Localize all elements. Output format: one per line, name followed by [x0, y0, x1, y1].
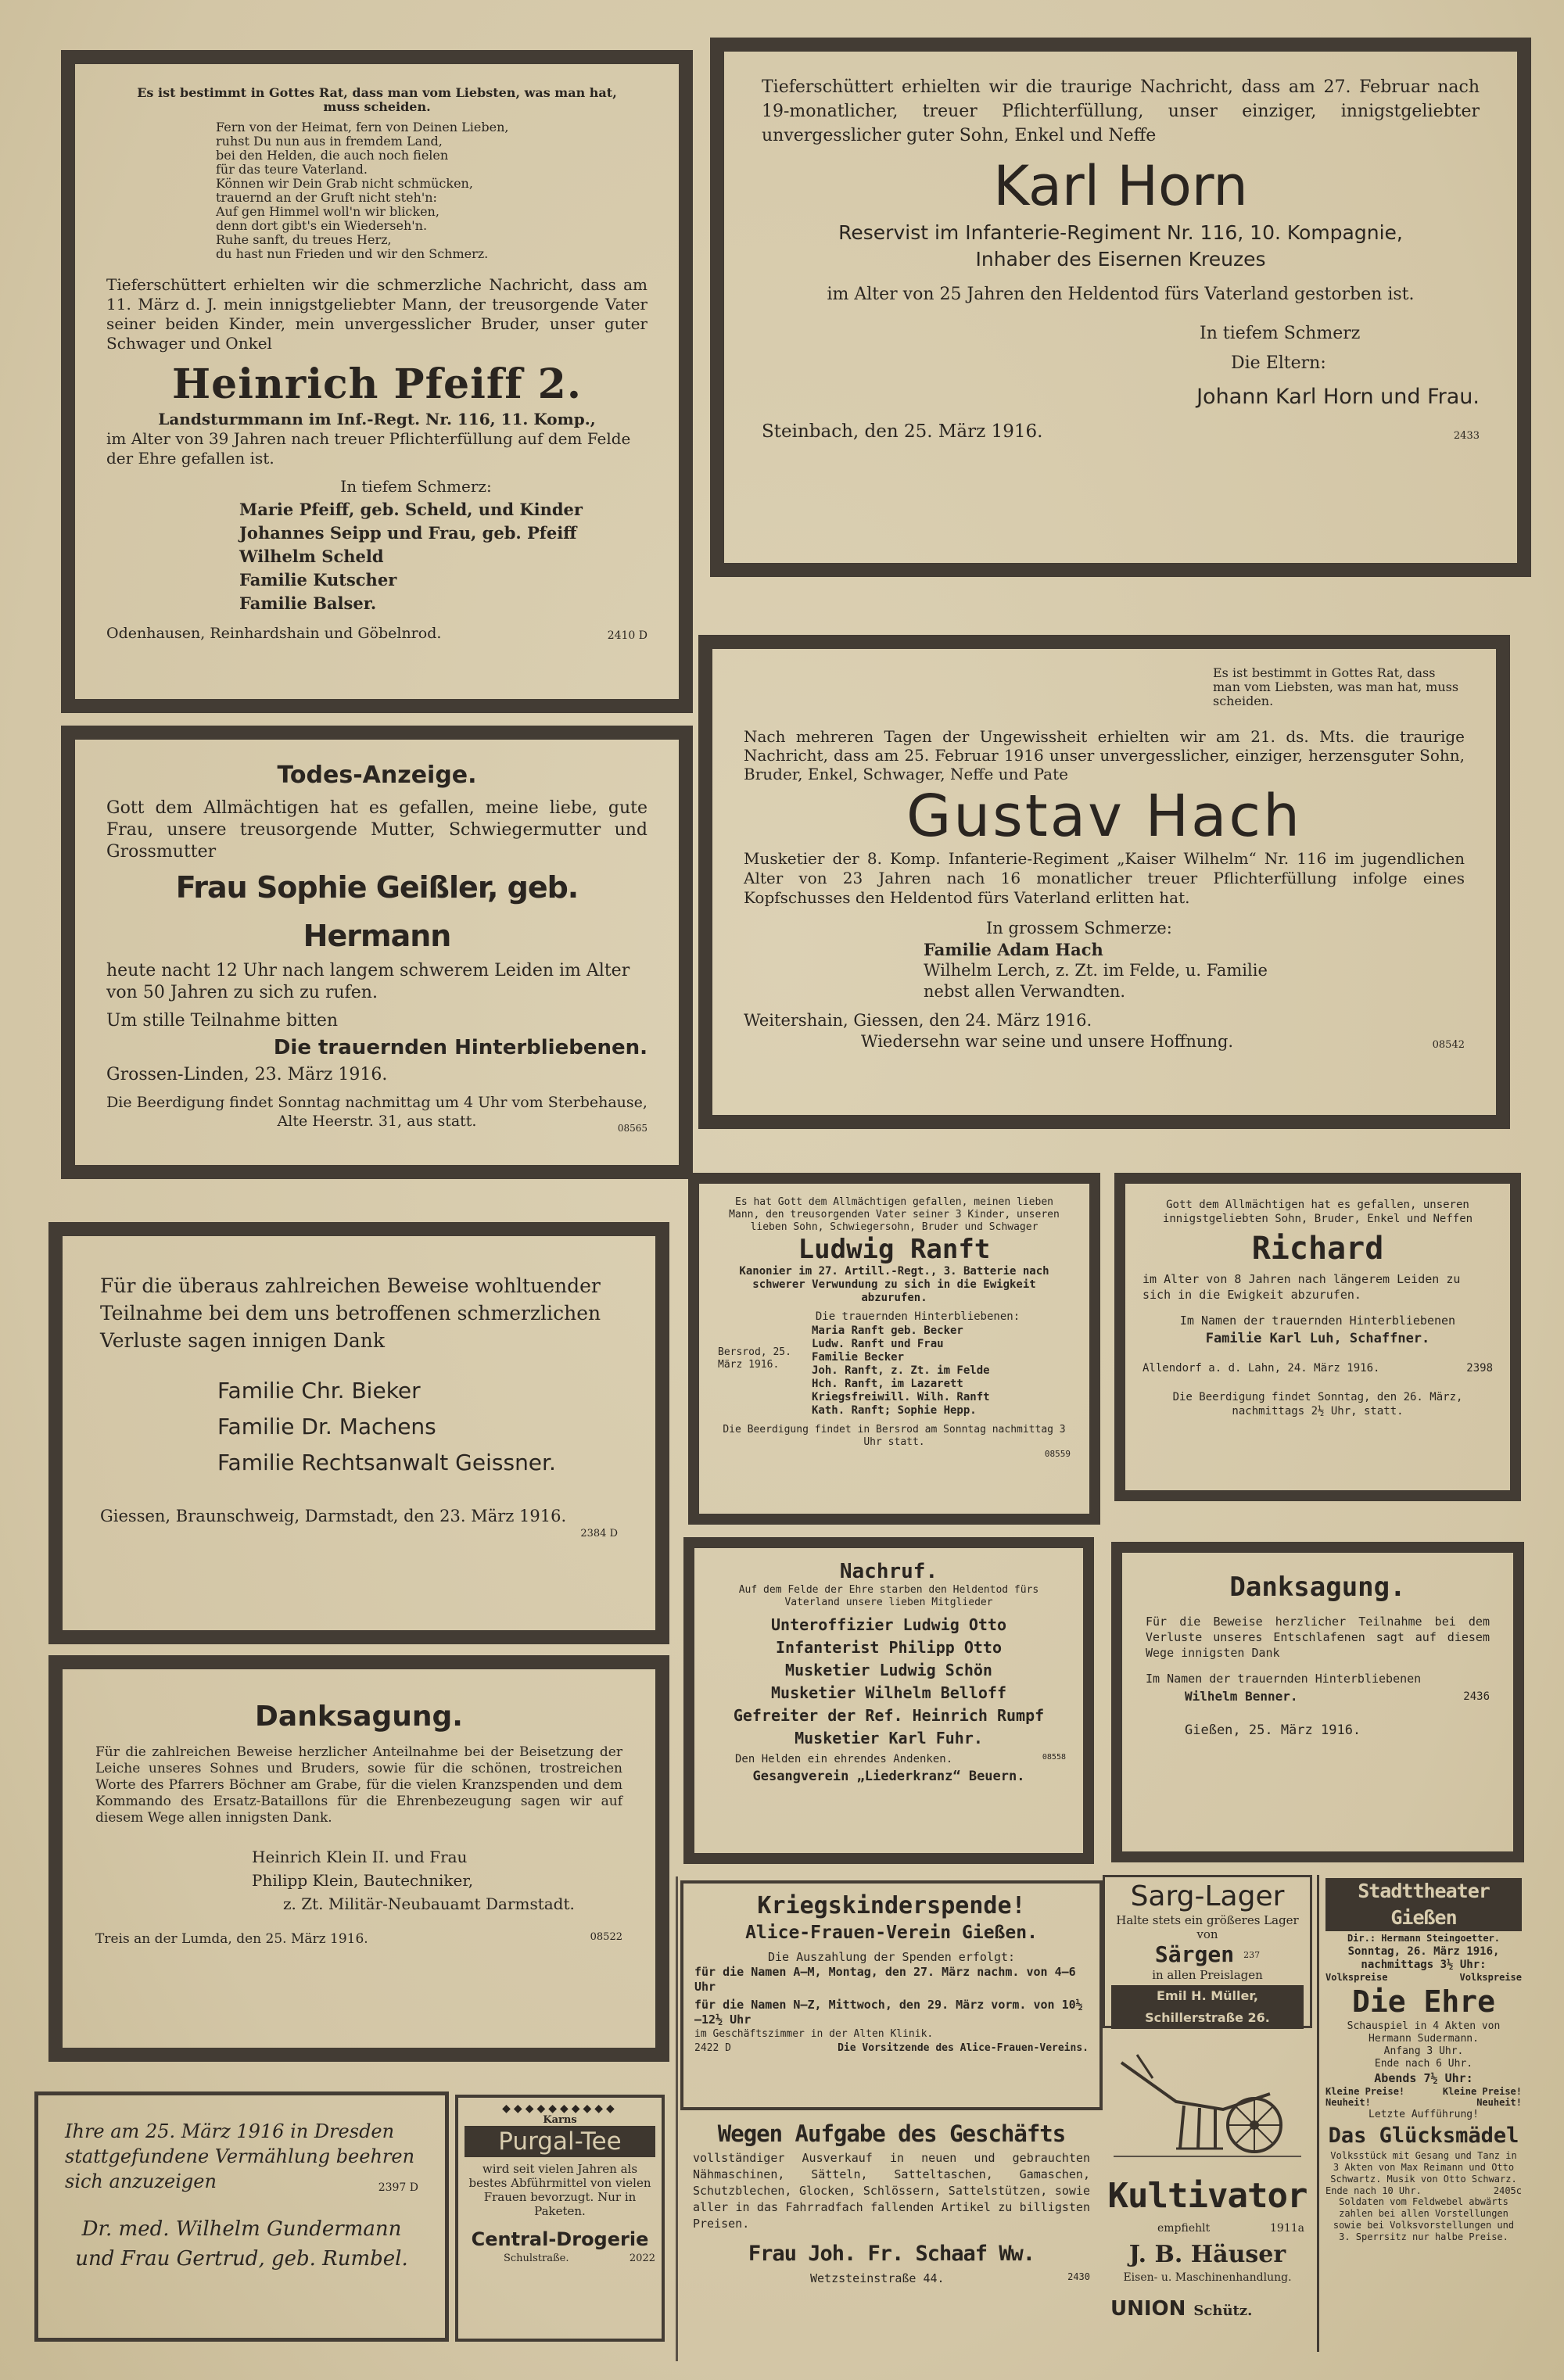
club-name: Gesangverein „Liederkranz“ Beuern.: [752, 1769, 1025, 1784]
grief-label: In tiefem Schmerz: [1200, 324, 1361, 343]
ad-code: 2398: [1466, 1362, 1493, 1375]
title: Sarg-Lager: [1130, 1880, 1285, 1912]
closing-line: Wiedersehn war seine und unsere Hoffnung.: [861, 1032, 1234, 1051]
couple-names: Dr. med. Wilhelm Gundermann: [81, 2217, 402, 2241]
ad-code: 237: [1243, 1949, 1261, 1960]
title: Todes-Anzeige.: [277, 762, 477, 789]
price-label: Kleine Preise!: [1325, 2086, 1405, 2097]
funeral-info: Die Beerdigung findet in Bersrod am Sonntag nachmittag 3 Uhr statt.: [723, 1424, 1066, 1448]
thanks-bieker-machens-geissner: [48, 1222, 669, 1644]
rank: Reservist im Infanterie-Regiment Nr. 116, 10. Kompagnie,: [838, 221, 1403, 244]
grief-label: Im Namen der trauernden Hinterbliebenen: [1179, 1314, 1456, 1328]
coffin-store-ad: [1103, 1875, 1312, 2028]
cultivator-ad: [1103, 2031, 1312, 2349]
street: Wetzsteinstraße 44.: [810, 2271, 945, 2285]
ad-code: 08565: [617, 1123, 647, 1134]
obituary-ludwig-ranft: [688, 1173, 1100, 1525]
names-list: Heinrich Klein II. und Frau Philipp Klein, Bautechniker, z. Zt. Militär-Neubauamt Darmstadt.: [252, 1848, 575, 1913]
purgal-tea-ad: [455, 2095, 665, 2342]
ad-code: 2397 D: [378, 2181, 418, 2194]
thanks-text: Für die überaus zahlreichen Beweise wohltuender Teilnahme bei dem uns betroffenen schmerzlichen Verluste sagen innigen Dank: [100, 1274, 601, 1352]
announce-line: Ihre am 25. März 1916 in Dresden: [65, 2120, 395, 2142]
ad-code: 2430: [1067, 2271, 1090, 2282]
firm-desc: Eisen- u. Maschinenhandlung.: [1123, 2271, 1292, 2284]
schedule-n-z: für die Namen N—Z, Mittwoch, den 29. März vorm. von 10½—12½ Uhr: [694, 1998, 1083, 2027]
play-title: Die Ehre: [1351, 1984, 1496, 2019]
ad-code: 2022: [629, 2253, 655, 2264]
death-text: Musketier der 8. Komp. Infanterie-Regiment „Kaiser Wilhelm“ Nr. 116 im jugendlichen Alter von 23 Jahren nach 16 monatlicher treuer Pflichterfüllung infolge eines Kopfschusses den Heldentod fürs Vaterland erlitten hat.: [744, 849, 1465, 907]
play2-title: Das Glücksmädel: [1328, 2124, 1519, 2148]
death-text: im Alter von 39 Jahren nach treuer Pflichterfüllung auf dem Felde der Ehre gefallen ist.: [106, 429, 631, 468]
play2-desc: Volksstück mit Gesang und Tanz in 3 Akten von Max Reimann und Otto Schwartz. Musik von Otto Schwarz.: [1330, 2150, 1517, 2185]
director: Dir.: Hermann Steingoetter.: [1347, 1933, 1501, 1944]
intro-text: Es hat Gott dem Allmächtigen gefallen, meinen lieben Mann, den treusorgenden Vater seiner 3 Kinder, unseren lieben Sohn, Schwiegersohn, Bruder und Schwager: [729, 1196, 1060, 1233]
last-show: Letzte Aufführung!: [1368, 2109, 1479, 2120]
title: Kriegskinderspende!: [757, 1892, 1026, 1919]
motto: Es ist bestimmt in Gottes Rat, dass man vom Liebsten, was man hat, muss scheiden.: [137, 85, 617, 114]
brand2: Schütz.: [1193, 2303, 1253, 2319]
ad-code: 2433: [1453, 430, 1480, 442]
place: Giessen, Braunschweig, Darmstadt, den 23. März 1916.: [100, 1507, 567, 1525]
recommend: empfiehlt: [1157, 2222, 1211, 2235]
deceased-name: Ludwig Ranft: [798, 1234, 991, 1265]
couple-names: und Frau Gertrud, geb. Rumbel.: [75, 2247, 408, 2271]
intro-text: Auf dem Felde der Ehre starben den Heldentod fürs Vaterland unsere lieben Mitglieder: [738, 1584, 1039, 1608]
column-rule: [676, 1876, 678, 2361]
place: Steinbach, den 25. März 1916.: [762, 421, 1043, 442]
firm: J. B. Häuser: [1128, 2241, 1286, 2268]
cultivator-illustration: [1106, 2031, 1309, 2172]
end-time: Ende nach 6 Uhr.: [1374, 2058, 1473, 2070]
war-children-donation-notice: [680, 1880, 1103, 2110]
ad-code: 2436: [1463, 1690, 1490, 1703]
ad-code: 2384 D: [580, 1528, 618, 1539]
parents-names: Johann Karl Horn und Frau.: [1196, 385, 1480, 409]
thanks-klein: [48, 1655, 669, 2062]
place: Allendorf a. d. Lahn, 24. März 1916.: [1143, 1362, 1380, 1375]
announce-line: stattgefundene Vermählung beehren: [65, 2145, 415, 2167]
brand: Purgal-Tee: [465, 2126, 655, 2157]
soldier-note: Soldaten vom Feldwebel abwärts zahlen bei allen Vorstellungen sowie bei Volksvorstellungen und 3. Sperrsitz nur halbe Preise.: [1333, 2196, 1515, 2242]
place: Odenhausen, Reinhardshain und Göbelnrod.: [106, 625, 442, 642]
company: Emil H. Müller, Schillerstraße 26.: [1111, 1985, 1304, 2029]
obituary-sophie-geissler: [61, 726, 693, 1179]
title: Danksagung.: [255, 1701, 463, 1733]
deceased-name: Karl Horn: [993, 154, 1248, 218]
price-range: in allen Preislagen: [1152, 1968, 1263, 1982]
grief-label: Im Namen der trauernden Hinterbliebenen: [1146, 1672, 1422, 1686]
city-theatre-ad: [1317, 1875, 1528, 2352]
shop: Central-Drogerie: [471, 2228, 649, 2250]
intro-text: Nach mehreren Tagen der Ungewissheit erhielten wir am 21. ds. Mts. die traurige Nachricht, dass am 25. Februar 1916 unser unvergesslicher, einziger, herzensguter Sohn, Bruder, Enkel, Schwager, Neffe und Pate: [744, 727, 1465, 783]
ad-code: 2405c: [1493, 2185, 1522, 2196]
brand-top: Karns: [543, 2114, 577, 2126]
grief-label: In grossem Schmerze:: [986, 919, 1172, 937]
play-desc: Schauspiel in 4 Akten von Hermann Sudermann.: [1347, 2020, 1501, 2045]
mourners-list: Familie Adam Hach Wilhelm Lerch, z. Zt. im Felde, u. Familie nebst allen Verwandten.: [924, 940, 1268, 1001]
ad-code: 1911a: [1270, 2222, 1304, 2235]
product-text: wird seit vielen Jahren als bestes Abführmittel von vielen Frauen bevorzugt. Nur in Paketen.: [468, 2162, 651, 2218]
stock-text: Halte stets ein größeres Lager von: [1116, 1913, 1299, 1941]
schedule-a-m: für die Namen A—M, Montag, den 27. März nachm. von 4—6 Uhr: [694, 1965, 1076, 1994]
obituary-karl-horn: [710, 38, 1531, 577]
closing-sale-ad: [680, 2113, 1103, 2347]
ad-code: 08559: [1044, 1449, 1071, 1459]
ornament-border: ◆◆◆◆◆◆◆◆◆◆: [502, 2102, 618, 2115]
rank: Landsturmmann im Inf.-Regt. Nr. 116, 11. Komp.,: [158, 410, 596, 428]
obituary-gustav-hach: [698, 635, 1510, 1129]
price-label: Volkspreise: [1325, 1972, 1388, 1983]
place: Bersrod, 25. März 1916.: [718, 1346, 791, 1371]
memorial-liederkranz: [683, 1537, 1094, 1864]
firm: Frau Joh. Fr. Schaaf Ww.: [748, 2242, 1035, 2266]
ad-code: 08558: [1042, 1753, 1066, 1762]
sale-text: vollständiger Ausverkauf in neuen und gebrauchten Nähmaschinen, Sätteln, Satteltaschen, Gamaschen, Schutzblechen, Glocken, Schlössern, Sattelstützen, sowie aller in das Fahrradfach fallenden Artikel zu billigsten Preisen.: [693, 2151, 1090, 2231]
ad-code: 08522: [590, 1931, 622, 1943]
street: Schulstraße.: [504, 2253, 569, 2264]
deceased-name: Frau Sophie Geißler, geb. Hermann: [175, 870, 579, 953]
price-label: Volkspreise: [1459, 1972, 1522, 1983]
end-time: Ende nach 10 Uhr.: [1325, 2185, 1422, 2196]
death-text: Kanonier im 27. Artill.-Regt., 3. Batterie nach schwerer Verwundung zu sich in die Ewigkeit abzurufen.: [739, 1265, 1049, 1304]
novelty-label: Neuheit!: [1325, 2097, 1371, 2108]
intro-text: Tieferschüttert erhielten wir die schmerzliche Nachricht, dass am 11. März d. J. mein innigstgeliebter Mann, der treusorgende Vater seiner beiden Kinder, mein unvergesslicher Bruder, unser guter Schwager und Onkel: [106, 275, 647, 353]
name: Wilhelm Benner.: [1185, 1689, 1298, 1704]
wedding-announcement: [34, 2091, 449, 2342]
start-time: Anfang 3 Uhr.: [1383, 2045, 1464, 2057]
poem: Fern von der Heimat, fern von Deinen Lieben, ruhst Du nun aus in fremdem Land, bei den Helden, die auch noch fielen für das teure Vaterland. Können wir Dein Grab nicht schmücken, trauernd an der Gruft nicht steh'n: Auf gen Himmel woll'n wir blicken, denn dort gibt's ein Wiederseh'n. Ruhe sanft, du treues Herz, du hast nun Frieden und wir den Schmerz.: [216, 120, 509, 261]
intro-text: Gott dem Allmächtigen hat es gefallen, unseren innigstgeliebten Sohn, Bruder, Enkel und Neffen: [1162, 1199, 1473, 1225]
location: im Geschäftszimmer in der Alten Klinik.: [694, 2028, 934, 2040]
funeral-info: Die Beerdigung findet Sonntag nachmittag um 4 Uhr vom Sterbehause, Alte Heerstr. 31, aus statt.: [106, 1094, 647, 1130]
place: Weitershain, Giessen, den 24. März 1916.: [744, 1011, 1092, 1030]
coffins: Särgen: [1154, 1941, 1235, 1967]
fallen-members: Unteroffizier Ludwig Otto Infanterist Philipp Otto Musketier Ludwig Schön Musketier Wilhelm Belloff Gefreiter der Ref. Heinrich Rumpf Musketier Karl Fuhr.: [733, 1615, 1045, 1747]
evening-time: Abends 7½ Uhr:: [1374, 2071, 1473, 2085]
thanks-wilhelm-benner: [1111, 1542, 1524, 1862]
grief-label: In tiefem Schmerz:: [340, 477, 492, 496]
place: Treis an der Lumda, den 25. März 1916.: [95, 1931, 368, 1947]
brand: UNION: [1110, 2297, 1186, 2321]
date: Sonntag, 26. März 1916, nachmittags 3½ Uhr:: [1347, 1945, 1500, 1971]
mourner: Familie Karl Luh, Schaffner.: [1205, 1331, 1430, 1346]
parents-label: Die Eltern:: [1231, 353, 1326, 373]
death-text: im Alter von 8 Jahren nach längerem Leiden zu sich in die Ewigkeit abzurufen.: [1143, 1272, 1461, 1302]
deceased-name: Heinrich Pfeiff 2.: [172, 360, 582, 408]
funeral-info: Die Beerdigung findet Sonntag, den 26. März, nachmittags 2½ Uhr, statt.: [1172, 1391, 1463, 1418]
title: Stadttheater Gießen: [1325, 1878, 1522, 1931]
organization: Alice-Frauen-Verein Gießen.: [745, 1923, 1038, 1943]
mourners-list: Maria Ranft geb. Becker Ludw. Ranft und Frau Familie Becker Joh. Ranft, z. Zt. im Felde Hch. Ranft, im Lazarett Kriegsfreiwill. Wilh. Ranft Kath. Ranft; Sophie Hepp.: [812, 1324, 990, 1417]
families-list: Familie Chr. Bieker Familie Dr. Machens Familie Rechtsanwalt Geissner.: [217, 1378, 556, 1475]
intro-text: Die Auszahlung der Spenden erfolgt:: [767, 1950, 1016, 1964]
death-text: heute nacht 12 Uhr nach langem schwerem Leiden im Alter von 50 Jahren zu sich zu rufen.: [106, 961, 630, 1002]
decoration: Inhaber des Eisernen Kreuzes: [975, 248, 1266, 271]
announce-line: sich anzuzeigen: [65, 2170, 217, 2192]
thanks-text: Für die Beweise herzlicher Teilnahme bei dem Verluste unseres Entschlafenen sagt auf diesem Wege innigsten Dank: [1146, 1615, 1490, 1660]
place: Gießen, 25. März 1916.: [1185, 1722, 1361, 1738]
ad-code: 2410 D: [607, 629, 647, 642]
title: Kultivator: [1107, 2176, 1308, 2216]
title: Danksagung.: [1229, 1572, 1406, 1603]
request: Um stille Teilnahme bitten: [106, 1011, 339, 1030]
deceased-name: Richard: [1251, 1231, 1384, 1267]
ad-code: 2422 D: [694, 2042, 731, 2054]
title: Wegen Aufgabe des Geschäfts: [717, 2120, 1066, 2147]
intro-text: Tieferschüttert erhielten wir die traurige Nachricht, dass am 27. Februar nach 19-monatlicher, treuer Pflichterfüllung, unser einziger, innigstgeliebter unvergesslicher guter Sohn, Enkel und Neffe: [762, 77, 1480, 145]
mourners-list: Marie Pfeiff, geb. Scheld, und Kinder Johannes Seipp und Frau, geb. Pfeiff Wilhelm Scheld Familie Kutscher Familie Balser.: [239, 500, 583, 613]
deceased-name: Gustav Hach: [906, 783, 1303, 850]
death-text: im Alter von 25 Jahren den Heldentod fürs Vaterland gestorben ist.: [827, 285, 1415, 304]
novelty-label: Neuheit!: [1476, 2097, 1522, 2108]
motto: Es ist bestimmt in Gottes Rat, dass man vom Liebsten, was man hat, muss scheiden.: [1213, 665, 1459, 708]
closing-line: Den Helden ein ehrendes Andenken.: [735, 1753, 953, 1765]
place: Grossen-Linden, 23. März 1916.: [106, 1065, 388, 1084]
title: Nachruf.: [839, 1560, 938, 1583]
signature: Die Vorsitzende des Alice-Frauen-Vereins.: [838, 2042, 1089, 2054]
obituary-heinrich-pfeiff: [61, 50, 693, 713]
grief-label: Die trauernden Hinterbliebenen:: [815, 1310, 1021, 1323]
thanks-text: Für die zahlreichen Beweise herzlicher Anteilnahme bei der Beisetzung der Leiche unseres Sohnes und Bruders, sowie für die schönen, trostreichen Worte des Pfarrers Böchner am Grabe, für die vielen Kranzspenden und dem Kommando des Ersatz-Bataillons für die Ehrenbezeugung sagen wir auf diesem Wege allen innigsten Dank.: [95, 1744, 622, 1826]
price-label: Kleine Preise!: [1442, 2086, 1522, 2097]
ad-code: 08542: [1432, 1039, 1465, 1051]
mourners: Die trauernden Hinterbliebenen.: [273, 1036, 647, 1059]
obituary-richard: [1114, 1173, 1521, 1501]
intro-text: Gott dem Allmächtigen hat es gefallen, meine liebe, gute Frau, unsere treusorgende Mutter, Schwiegermutter und Grossmutter: [106, 798, 647, 862]
